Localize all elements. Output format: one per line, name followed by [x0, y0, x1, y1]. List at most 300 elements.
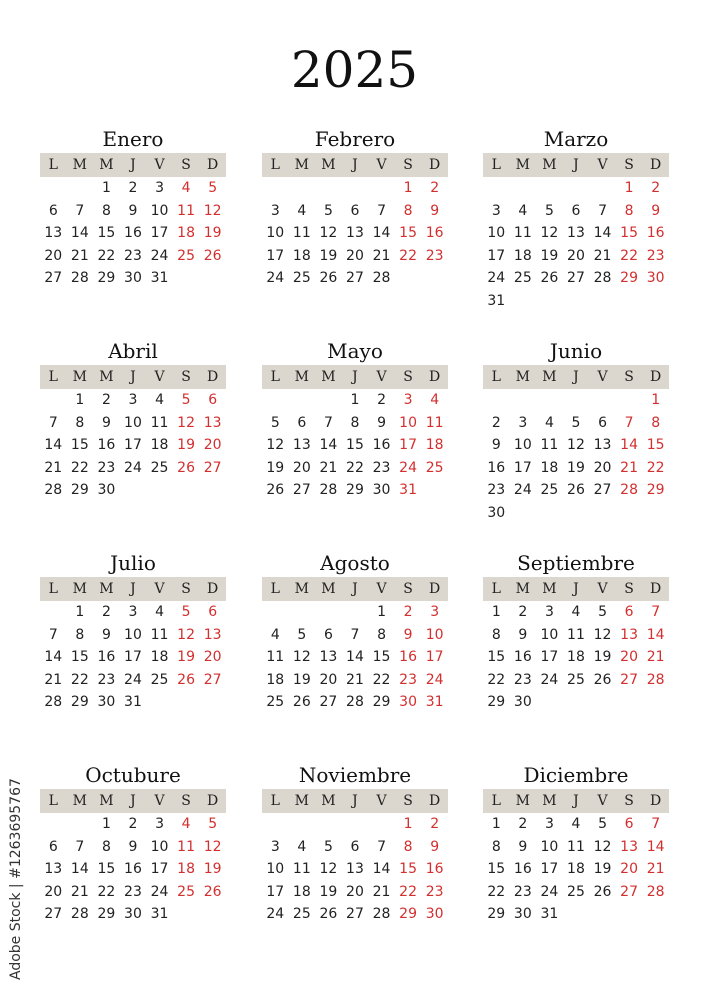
day-cell: 6: [297, 414, 307, 431]
day-cell: 13: [593, 437, 612, 453]
day-cell: 15: [97, 861, 116, 877]
day-cell: 24: [540, 671, 559, 688]
day-cell: 14: [646, 838, 665, 855]
day-cell: 5: [323, 202, 333, 219]
weekday-label: M: [321, 793, 336, 809]
day-cell: 29: [346, 482, 364, 498]
day-cell: 24: [425, 671, 444, 688]
empty-cell: [40, 177, 67, 200]
day-cell: 21: [372, 883, 391, 900]
weekday-label: J: [130, 581, 136, 597]
day-cell: 23: [646, 247, 665, 264]
day-cell: 8: [403, 202, 413, 219]
day-cell: 20: [319, 671, 338, 688]
weekday-label: D: [429, 369, 441, 385]
day-cell: 3: [403, 392, 413, 408]
day-cell: 17: [124, 649, 142, 665]
day-cell: 6: [598, 414, 607, 431]
day-cell: 30: [646, 270, 665, 286]
day-cell: 4: [155, 392, 164, 408]
day-cell: 12: [540, 225, 559, 241]
day-cell: 11: [266, 649, 285, 665]
day-cell: 20: [620, 649, 638, 665]
weekday-label: D: [207, 581, 219, 597]
weekday-label: V: [597, 793, 608, 809]
days-grid: [262, 813, 448, 926]
empty-cell: [67, 177, 94, 200]
weekday-label: D: [207, 793, 219, 809]
empty-cell: [589, 389, 616, 412]
day-cell: 22: [97, 883, 116, 900]
day-cell: 4: [518, 202, 528, 219]
day-cell: 16: [97, 437, 116, 453]
day-cell: 15: [487, 861, 506, 877]
day-cell: 18: [177, 225, 195, 241]
day-cell: 23: [372, 459, 391, 476]
day-cell: 14: [44, 437, 63, 453]
day-cell: 5: [323, 838, 333, 855]
day-cell: 26: [292, 694, 311, 710]
empty-cell: [589, 177, 616, 200]
day-cell: 28: [620, 482, 638, 498]
day-cell: 23: [425, 883, 444, 900]
day-cell: 4: [181, 816, 191, 832]
year-title: 2025: [290, 41, 419, 99]
month-name: Julio: [110, 551, 156, 575]
month-block: [262, 125, 448, 290]
day-cell: 2: [101, 604, 111, 620]
day-cell: 2: [101, 392, 111, 408]
day-cell: 30: [97, 694, 116, 710]
weekday-label: M: [294, 581, 310, 597]
day-cell: 30: [124, 906, 142, 922]
day-cell: 2: [491, 414, 501, 431]
day-cell: 28: [346, 694, 364, 710]
day-cell: 8: [403, 838, 413, 855]
day-cell: 10: [124, 626, 142, 643]
day-cell: 23: [124, 883, 142, 900]
weekday-label: D: [429, 157, 441, 173]
day-cell: 15: [97, 225, 116, 241]
day-cell: 1: [403, 816, 413, 832]
empty-cell: [40, 389, 67, 412]
day-cell: 21: [70, 247, 89, 264]
day-cell: 27: [567, 270, 585, 286]
day-cell: 21: [70, 883, 89, 900]
empty-cell: [67, 813, 94, 836]
day-cell: 21: [646, 861, 665, 877]
day-cell: 19: [292, 671, 311, 688]
day-cell: 14: [70, 225, 89, 241]
month-name: Febrero: [314, 127, 396, 151]
empty-cell: [483, 389, 510, 412]
day-cell: 11: [177, 202, 195, 219]
day-cell: 7: [624, 414, 634, 431]
day-cell: 18: [567, 649, 585, 665]
day-cell: 10: [425, 626, 444, 643]
day-cell: 13: [319, 649, 338, 665]
weekday-label: S: [403, 157, 413, 173]
empty-cell: [262, 177, 289, 200]
empty-cell: [483, 177, 510, 200]
day-cell: 22: [646, 459, 665, 476]
day-cell: 12: [593, 626, 612, 643]
day-cell: 6: [208, 604, 218, 620]
day-cell: 14: [319, 437, 338, 453]
day-cell: 11: [567, 626, 585, 643]
day-cell: 13: [44, 225, 63, 241]
weekday-label: S: [403, 793, 413, 809]
day-cell: 18: [266, 671, 285, 688]
day-cell: 23: [399, 671, 417, 688]
day-cell: 18: [513, 247, 532, 264]
day-cell: 2: [518, 816, 528, 832]
weekday-label: D: [207, 369, 219, 385]
day-cell: 22: [399, 247, 417, 264]
day-cell: 20: [620, 861, 638, 877]
month-block: [483, 761, 669, 926]
weekday-label: M: [99, 793, 114, 809]
day-cell: 1: [651, 392, 661, 408]
weekday-header: [262, 577, 448, 601]
weekday-label: M: [294, 793, 310, 809]
day-cell: 6: [208, 392, 218, 408]
weekday-label: D: [650, 581, 662, 597]
day-cell: 8: [491, 626, 501, 643]
empty-cell: [315, 177, 342, 200]
day-cell: 30: [399, 694, 417, 710]
day-cell: 16: [399, 649, 417, 665]
empty-cell: [40, 601, 67, 624]
day-cell: 18: [177, 861, 195, 877]
weekday-label: S: [403, 369, 413, 385]
weekday-label: V: [154, 369, 165, 385]
days-grid: [262, 177, 448, 290]
weekday-label: L: [270, 369, 280, 385]
day-cell: 24: [487, 270, 506, 286]
days-grid: [483, 601, 669, 714]
weekday-label: M: [515, 369, 531, 385]
day-cell: 1: [624, 180, 634, 196]
weekday-label: J: [573, 793, 579, 809]
day-cell: 28: [44, 694, 63, 710]
weekday-label: V: [154, 793, 165, 809]
weekday-label: J: [352, 369, 358, 385]
weekday-label: D: [429, 793, 441, 809]
day-cell: 21: [346, 671, 364, 688]
day-cell: 6: [571, 202, 581, 219]
day-cell: 7: [48, 414, 58, 431]
day-cell: 19: [540, 247, 559, 264]
day-cell: 5: [598, 816, 607, 832]
weekday-label: M: [99, 157, 114, 173]
weekday-header: [40, 153, 226, 177]
day-cell: 4: [270, 626, 280, 643]
day-cell: 7: [651, 816, 661, 832]
weekday-header: [483, 365, 669, 389]
day-cell: 15: [487, 649, 506, 665]
day-cell: 15: [620, 225, 638, 241]
day-cell: 13: [292, 437, 311, 453]
day-cell: 5: [598, 604, 607, 620]
day-cell: 1: [101, 180, 111, 196]
day-cell: 13: [203, 626, 222, 643]
empty-cell: [368, 177, 395, 200]
weekday-label: J: [352, 157, 358, 173]
empty-cell: [262, 601, 289, 624]
day-cell: 9: [377, 414, 386, 431]
day-cell: 25: [425, 459, 444, 476]
day-cell: 10: [487, 225, 506, 241]
day-cell: 6: [624, 604, 634, 620]
day-cell: 10: [266, 861, 285, 877]
weekday-label: V: [376, 369, 387, 385]
day-cell: 29: [372, 694, 391, 710]
weekday-label: V: [597, 157, 608, 173]
day-cell: 26: [203, 247, 222, 264]
day-cell: 2: [377, 392, 386, 408]
day-cell: 8: [75, 626, 85, 643]
days-grid: [40, 389, 226, 502]
weekday-header: [262, 789, 448, 813]
day-cell: 28: [593, 270, 612, 286]
weekday-label: S: [181, 793, 191, 809]
weekday-label: M: [515, 581, 531, 597]
day-cell: 3: [430, 604, 440, 620]
weekday-label: J: [352, 581, 358, 597]
empty-cell: [563, 177, 590, 200]
day-cell: 8: [624, 202, 634, 219]
day-cell: 3: [155, 816, 164, 832]
weekday-label: L: [48, 369, 58, 385]
days-grid: [40, 177, 226, 290]
day-cell: 15: [399, 861, 417, 877]
day-cell: 24: [513, 482, 532, 498]
weekday-header: [262, 153, 448, 177]
day-cell: 11: [567, 838, 585, 855]
day-cell: 7: [75, 838, 85, 855]
day-cell: 26: [319, 270, 338, 286]
weekday-header: [40, 789, 226, 813]
day-cell: 11: [150, 414, 169, 431]
day-cell: 13: [620, 838, 638, 855]
day-cell: 22: [70, 459, 89, 476]
weekday-label: S: [624, 157, 634, 173]
day-cell: 23: [513, 883, 532, 900]
day-cell: 27: [346, 270, 364, 286]
day-cell: 30: [372, 482, 391, 498]
day-cell: 25: [513, 270, 532, 286]
empty-cell: [563, 389, 590, 412]
month-block: [262, 337, 448, 502]
day-cell: 18: [292, 247, 311, 264]
day-cell: 5: [208, 816, 218, 832]
day-cell: 12: [177, 414, 195, 431]
weekday-header: [262, 365, 448, 389]
day-cell: 2: [651, 180, 661, 196]
day-cell: 17: [150, 225, 169, 241]
day-cell: 27: [203, 459, 222, 476]
day-cell: 3: [491, 202, 501, 219]
day-cell: 25: [567, 883, 585, 900]
day-cell: 12: [567, 437, 585, 453]
day-cell: 21: [646, 649, 665, 665]
day-cell: 26: [593, 671, 612, 688]
day-cell: 31: [425, 694, 444, 710]
day-cell: 10: [266, 225, 285, 241]
day-cell: 12: [319, 225, 338, 241]
empty-cell: [536, 389, 563, 412]
weekday-label: L: [270, 793, 280, 809]
empty-cell: [342, 813, 369, 836]
day-cell: 1: [403, 180, 413, 196]
weekday-label: V: [597, 581, 608, 597]
day-cell: 14: [593, 225, 612, 241]
day-cell: 28: [372, 270, 391, 286]
day-cell: 24: [124, 671, 142, 688]
day-cell: 5: [297, 626, 307, 643]
day-cell: 20: [567, 247, 585, 264]
day-cell: 20: [44, 247, 63, 264]
day-cell: 25: [150, 459, 169, 476]
weekday-label: D: [650, 793, 662, 809]
weekday-label: M: [72, 157, 88, 173]
day-cell: 28: [372, 906, 391, 922]
day-cell: 17: [425, 649, 444, 665]
day-cell: 11: [540, 437, 559, 453]
day-cell: 30: [487, 504, 506, 521]
month-name: Noviembre: [298, 763, 412, 787]
day-cell: 12: [319, 861, 338, 877]
days-grid: [262, 389, 448, 502]
day-cell: 17: [266, 883, 285, 900]
day-cell: 7: [377, 838, 386, 855]
day-cell: 1: [75, 604, 85, 620]
day-cell: 9: [128, 202, 138, 219]
day-cell: 21: [319, 459, 338, 476]
month-name: Septiembre: [517, 551, 635, 575]
days-grid: [483, 813, 669, 926]
day-cell: 9: [101, 414, 111, 431]
day-cell: 7: [323, 414, 333, 431]
day-cell: 14: [346, 649, 364, 665]
day-cell: 2: [430, 816, 440, 832]
weekday-label: M: [99, 581, 114, 597]
weekday-label: L: [270, 157, 280, 173]
day-cell: 27: [203, 671, 222, 688]
day-cell: 5: [571, 414, 581, 431]
day-cell: 10: [540, 838, 559, 855]
empty-cell: [262, 389, 289, 412]
day-cell: 25: [540, 482, 559, 498]
day-cell: 31: [150, 906, 169, 922]
weekday-label: V: [376, 157, 387, 173]
weekday-label: M: [321, 157, 336, 173]
day-cell: 30: [124, 270, 142, 286]
days-grid: [40, 601, 226, 714]
day-cell: 19: [177, 437, 195, 453]
day-cell: 24: [150, 247, 169, 264]
day-cell: 23: [97, 671, 116, 688]
day-cell: 4: [430, 392, 440, 408]
month-block: [40, 549, 226, 714]
day-cell: 6: [624, 816, 634, 832]
days-grid: [262, 601, 448, 714]
weekday-label: S: [403, 581, 413, 597]
day-cell: 2: [128, 816, 138, 832]
day-cell: 29: [70, 694, 89, 710]
day-cell: 1: [491, 816, 501, 832]
day-cell: 11: [177, 838, 195, 855]
day-cell: 20: [346, 883, 364, 900]
empty-cell: [289, 177, 316, 200]
day-cell: 11: [150, 626, 169, 643]
day-cell: 6: [48, 838, 58, 855]
weekday-label: D: [650, 369, 662, 385]
day-cell: 9: [491, 437, 501, 453]
days-grid: [40, 813, 226, 926]
day-cell: 7: [598, 202, 607, 219]
day-cell: 19: [567, 459, 585, 476]
day-cell: 26: [540, 270, 559, 286]
weekday-label: M: [542, 793, 557, 809]
month-name: Enero: [102, 127, 164, 151]
weekday-label: M: [515, 157, 531, 173]
weekday-header: [40, 577, 226, 601]
day-cell: 9: [518, 626, 528, 643]
day-cell: 4: [181, 180, 191, 196]
day-cell: 5: [270, 414, 280, 431]
day-cell: 15: [399, 225, 417, 241]
day-cell: 12: [203, 202, 222, 219]
day-cell: 31: [150, 270, 169, 286]
weekday-label: S: [181, 369, 191, 385]
day-cell: 9: [518, 838, 528, 855]
day-cell: 31: [487, 292, 506, 309]
day-cell: 26: [266, 482, 285, 498]
weekday-label: L: [48, 157, 58, 173]
day-cell: 15: [70, 437, 89, 453]
day-cell: 13: [346, 225, 364, 241]
weekday-header: [483, 153, 669, 177]
weekday-label: D: [650, 157, 662, 173]
day-cell: 7: [651, 604, 661, 620]
day-cell: 4: [297, 202, 307, 219]
weekday-label: L: [491, 157, 501, 173]
day-cell: 9: [430, 202, 440, 219]
day-cell: 5: [208, 180, 218, 196]
day-cell: 27: [346, 906, 364, 922]
day-cell: 16: [513, 649, 532, 665]
day-cell: 7: [75, 202, 85, 219]
day-cell: 12: [266, 437, 285, 453]
day-cell: 3: [270, 202, 280, 219]
day-cell: 3: [128, 392, 138, 408]
day-cell: 8: [350, 414, 360, 431]
day-cell: 19: [593, 861, 612, 877]
day-cell: 18: [150, 649, 169, 665]
day-cell: 31: [540, 906, 559, 922]
month-name: Diciembre: [523, 763, 629, 787]
day-cell: 15: [70, 649, 89, 665]
day-cell: 12: [593, 838, 612, 855]
day-cell: 11: [513, 225, 532, 241]
day-cell: 11: [292, 225, 311, 241]
day-cell: 4: [297, 838, 307, 855]
weekday-label: M: [542, 369, 557, 385]
day-cell: 2: [518, 604, 528, 620]
day-cell: 17: [266, 247, 285, 264]
